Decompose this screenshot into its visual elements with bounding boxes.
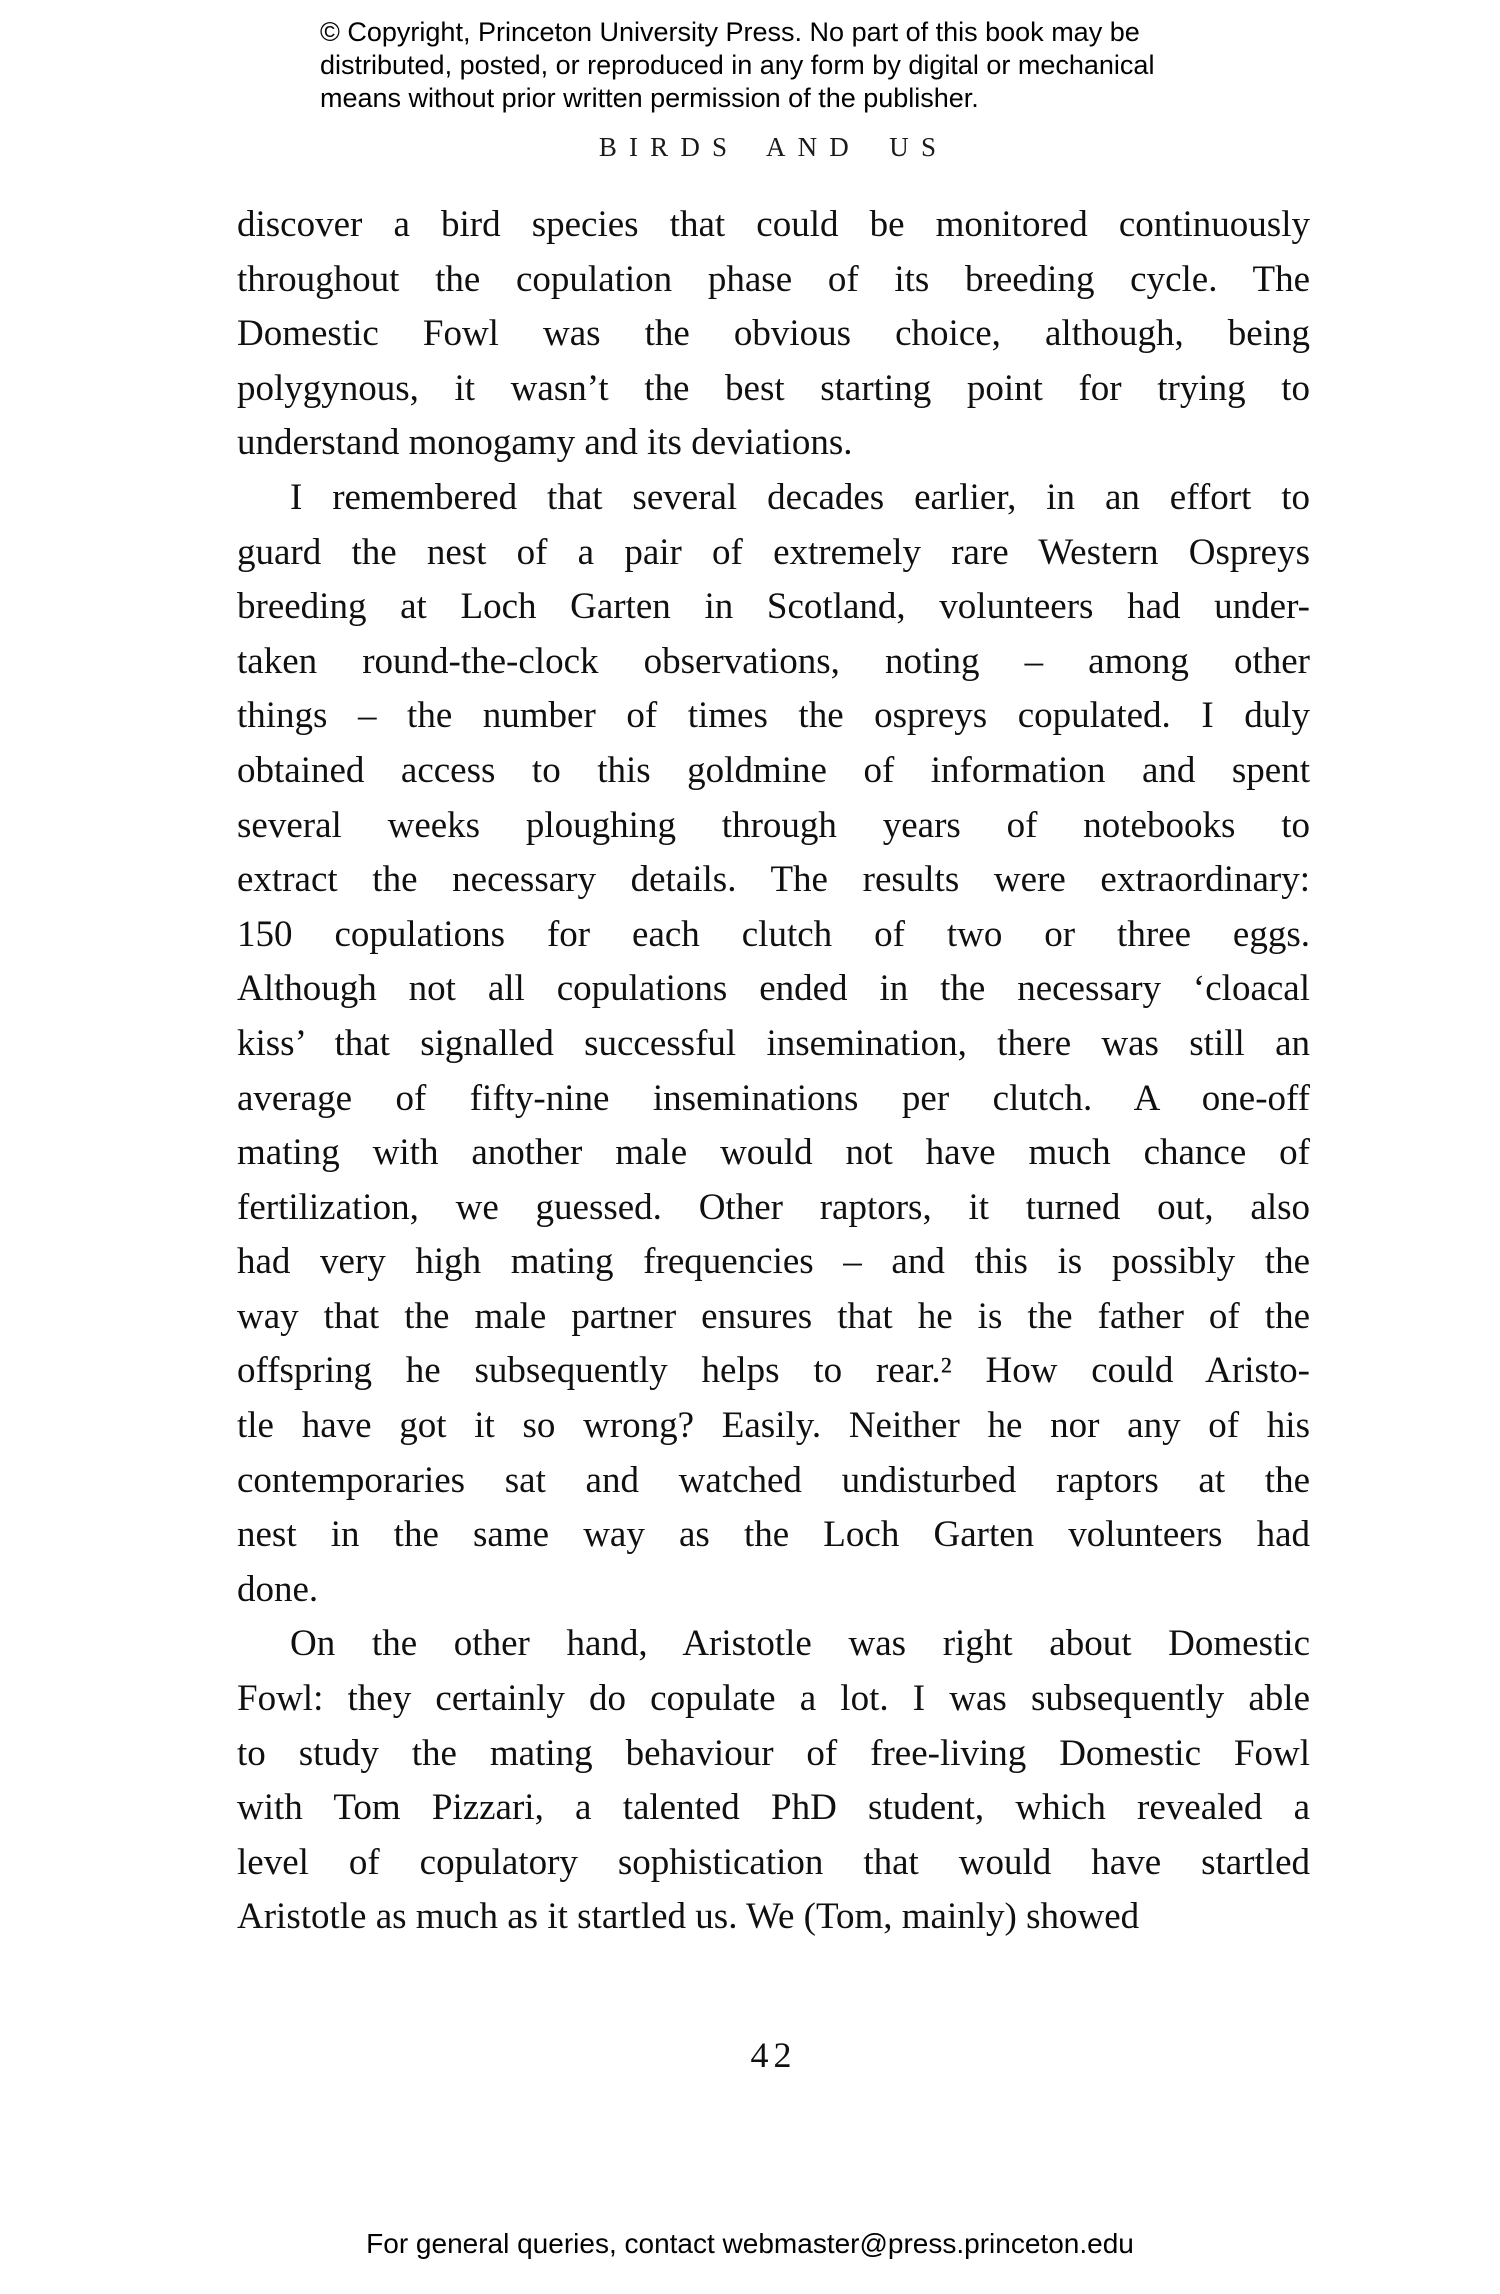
body-line: way that the male partner ensures that he is the father of the bbox=[237, 1295, 1310, 1337]
body-line: nest in the same way as the Loch Garten volunteers had bbox=[237, 1514, 1310, 1556]
body-line: average of fifty-nine inseminations per clutch. A one-off bbox=[237, 1077, 1310, 1119]
body-line: Although not all copulations ended in the necessary ‘cloacal bbox=[237, 968, 1310, 1010]
body-line: with Tom Pizzari, a talented PhD student, which revealed a bbox=[237, 1787, 1310, 1829]
paragraph bbox=[237, 471, 1310, 1617]
body-line: understand monogamy and its deviations. bbox=[237, 422, 853, 464]
body-line: done. bbox=[237, 1568, 319, 1610]
body-line: kiss’ that signalled successful insemination, there was still an bbox=[237, 1022, 1310, 1064]
body-line: obtained access to this goldmine of information and spent bbox=[237, 749, 1310, 791]
body-line: mating with another male would not have much chance of bbox=[237, 1132, 1310, 1174]
body-line: tle have got it so wrong? Easily. Neither he nor any of his bbox=[237, 1405, 1310, 1447]
body-line: had very high mating frequencies – and this is possibly the bbox=[237, 1241, 1310, 1283]
running-head: BIRDS AND US bbox=[598, 132, 949, 162]
body-text bbox=[237, 198, 1310, 1945]
body-line: I remembered that several decades earlier, in an effort to bbox=[290, 476, 1310, 518]
body-line: extract the necessary details. The results were extraordinary: bbox=[237, 859, 1310, 901]
body-line: to study the mating behaviour of free-living Domestic Fowl bbox=[237, 1732, 1310, 1774]
body-line: Fowl: they certainly do copulate a lot. I was subsequently able bbox=[237, 1678, 1310, 1720]
copyright-line: means without prior written permission of the publisher. bbox=[320, 83, 979, 113]
body-line: discover a bird species that could be monitored continuously bbox=[237, 204, 1310, 245]
footer-queries: For general queries, contact webmaster@press.princeton.edu bbox=[366, 2228, 1134, 2259]
body-line: several weeks ploughing through years of notebooks to bbox=[237, 804, 1310, 846]
body-line: taken round-the-clock observations, noting – among other bbox=[237, 640, 1310, 682]
body-line: Domestic Fowl was the obvious choice, although, being bbox=[237, 313, 1310, 355]
body-line: level of copulatory sophistication that would have startled bbox=[237, 1841, 1310, 1883]
body-line: On the other hand, Aristotle was right about Domestic bbox=[290, 1623, 1310, 1665]
body-line: breeding at Loch Garten in Scotland, volunteers had under- bbox=[237, 586, 1310, 628]
copyright-line: distributed, posted, or reproduced in any form by digital or mechanical bbox=[320, 50, 1155, 80]
page-number: 42 bbox=[750, 2035, 797, 2075]
body-line: 150 copulations for each clutch of two or three eggs. bbox=[237, 913, 1310, 955]
body-line: things – the number of times the ospreys copulated. I duly bbox=[237, 695, 1310, 737]
body-line: contemporaries sat and watched undisturbed raptors at the bbox=[237, 1459, 1310, 1501]
body-line: fertilization, we guessed. Other raptors, it turned out, also bbox=[237, 1186, 1310, 1228]
body-line: throughout the copulation phase of its breeding cycle. The bbox=[237, 258, 1310, 300]
body-line: polygynous, it wasn’t the best starting point for trying to bbox=[237, 367, 1310, 409]
paragraph bbox=[237, 198, 1310, 471]
body-line: Aristotle as much as it startled us. We (Tom, mainly) showed bbox=[237, 1896, 1140, 1938]
copyright-line: © Copyright, Princeton University Press. No part of this book may be bbox=[320, 17, 1140, 47]
paragraph bbox=[237, 1617, 1310, 1945]
body-line: offspring he subsequently helps to rear.² How could Aristo- bbox=[237, 1350, 1310, 1392]
copyright-notice bbox=[320, 16, 1154, 115]
body-line: guard the nest of a pair of extremely rare Western Ospreys bbox=[237, 531, 1310, 573]
